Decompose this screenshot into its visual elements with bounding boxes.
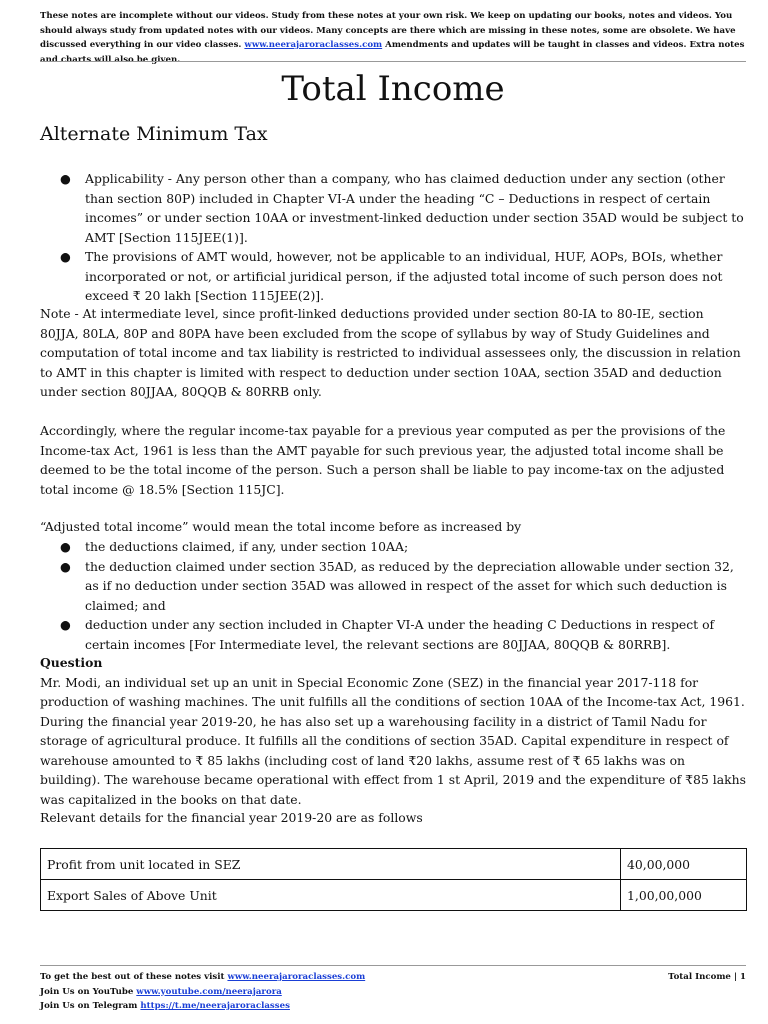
question-heading: Question <box>40 655 103 670</box>
footer-youtube-line: Join Us on YouTube www.youtube.com/neerajarora <box>40 986 282 997</box>
page-number-label: Total Income | 1 <box>668 972 746 982</box>
footer-visit-line: To get the best out of these notes visit www.neerajaroraclasses.com <box>40 972 366 982</box>
telegram-link[interactable]: https://t.me/neerajaroraclasses <box>140 1001 290 1011</box>
footer-website-link[interactable]: www.neerajaroraclasses.com <box>227 972 366 982</box>
footer <box>40 970 746 1014</box>
list-item: ● the deductions claimed, if any, under section 10AA; <box>40 537 746 557</box>
disclaimer-header <box>40 9 746 67</box>
table-cell-value: 40,00,000 <box>621 849 747 880</box>
details-table <box>40 848 747 911</box>
bullet-icon: ● <box>60 617 71 632</box>
question-section <box>40 653 746 809</box>
website-link[interactable]: www.neerajaroraclasses.com <box>244 40 383 50</box>
footer-divider <box>40 965 746 966</box>
youtube-link[interactable]: www.youtube.com/neerajarora <box>136 986 282 997</box>
table-cell-value: 1,00,00,000 <box>621 880 747 911</box>
adjusted-income-intro: “Adjusted total income” would mean the total income before as increased by <box>40 519 522 534</box>
details-intro: Relevant details for the financial year 2019-20 are as follows <box>40 810 423 825</box>
bullet-icon: ● <box>60 171 71 186</box>
accordingly-paragraph: Accordingly, where the regular income-tax payable for a previous year computed as per the provisions of the Income-tax Act, 1961 is less than the AMT payable for such previous year, the adjusted total income shall be deemed to be the total income of the person. Such a person shall be liable to pay income-tax on the adjusted total income @ 18.5% [Section 115JC]. <box>40 423 726 497</box>
header-divider <box>40 61 746 62</box>
bullet-icon: ● <box>60 249 71 264</box>
list-item: ● deduction under any section included in Chapter VI-A under the heading C Deductions in respect of certain incomes [For Intermediate level, the relevant sections are 80JJAA, 80QQB & 80RRB]. <box>60 617 715 652</box>
page-title: Total Income <box>281 69 505 109</box>
table-cell-label: Export Sales of Above Unit <box>41 880 621 911</box>
list-item: ● the deduction claimed under section 35AD, as reduced by the depreciation allowable under section 32, as if no deduction under section 35AD was allowed in respect of the asset for which such deduction is claimed; and <box>60 558 734 613</box>
disclaimer-text-continued: Amendments and updates will be taught in classes and videos. Extra notes and charts will also be given. <box>40 40 745 65</box>
section-heading: Alternate Minimum Tax <box>40 123 268 145</box>
table-cell-label: Profit from unit located in SEZ <box>41 849 621 880</box>
footer-telegram-line: Join Us on Telegram https://t.me/neerajaroraclasses <box>40 1001 290 1011</box>
list-item: ● The provisions of AMT would, however, not be applicable to an individual, HUF, AOPs, BOIs, whether incorporated or not, or artificial juridical person, if the adjusted total income of such person does not exceed ₹ 20 lakh [Section 115JEE(2)]. <box>60 249 723 303</box>
applicability-list <box>40 169 746 306</box>
note-paragraph: Note - At intermediate level, since profit-linked deductions provided under section 80-IA to 80-IE, section 80JJA, 80LA, 80P and 80PA have been excluded from the scope of syllabus by way of Study Guidelines and computation of total income and tax liability is restricted to individual assessees only, the discussion in relation to AMT in this chapter is limited with respect to deduction under section 10AA, section 35AD and deduction under section 80JJAA, 80QQB & 80RRB only. <box>40 306 741 399</box>
question-text: Mr. Modi, an individual set up an unit in Special Economic Zone (SEZ) in the financial year 2017-118 for production of washing machines. The unit fulfills all the conditions of section 10AA of the Income-tax Act, 1961. During the financial year 2019-20, he has also set up a warehousing facility in a district of Tamil Nadu for storage of agricultural produce. It fulfills all the conditions of section 35AD. Capital expenditure in respect of warehouse amounted to ₹ 85 lakhs (including cost of land ₹20 lakhs, assume rest of ₹ 65 lakhs was on building). The warehouse became operational with effect from 1 st April, 2019 and the expenditure of ₹85 lakhs was capitalized in the books on that date. <box>40 674 746 807</box>
bullet-icon: ● <box>60 558 71 574</box>
adjusted-income-list <box>40 537 746 654</box>
bullet-icon: ● <box>60 539 71 554</box>
table-row <box>41 880 747 911</box>
table-row <box>41 849 747 880</box>
disclaimer-text: These notes are incomplete without our videos. Study from these notes at your own risk. We keep on updating our books, notes and videos. You should always study from updated notes with our videos. Many concepts are there which are missing in these notes, some are obsolete. We have discussed everything in our video classes. <box>40 11 736 50</box>
list-item: ● Applicability - Any person other than a company, who has claimed deduction under any section (other than section 80P) included in Chapter VI-A under the heading “C – Deductions in respect of certain incomes” or under section 10AA or investment-linked deduction under section 35AD would be subject to AMT [Section 115JEE(1)]. <box>60 171 744 245</box>
